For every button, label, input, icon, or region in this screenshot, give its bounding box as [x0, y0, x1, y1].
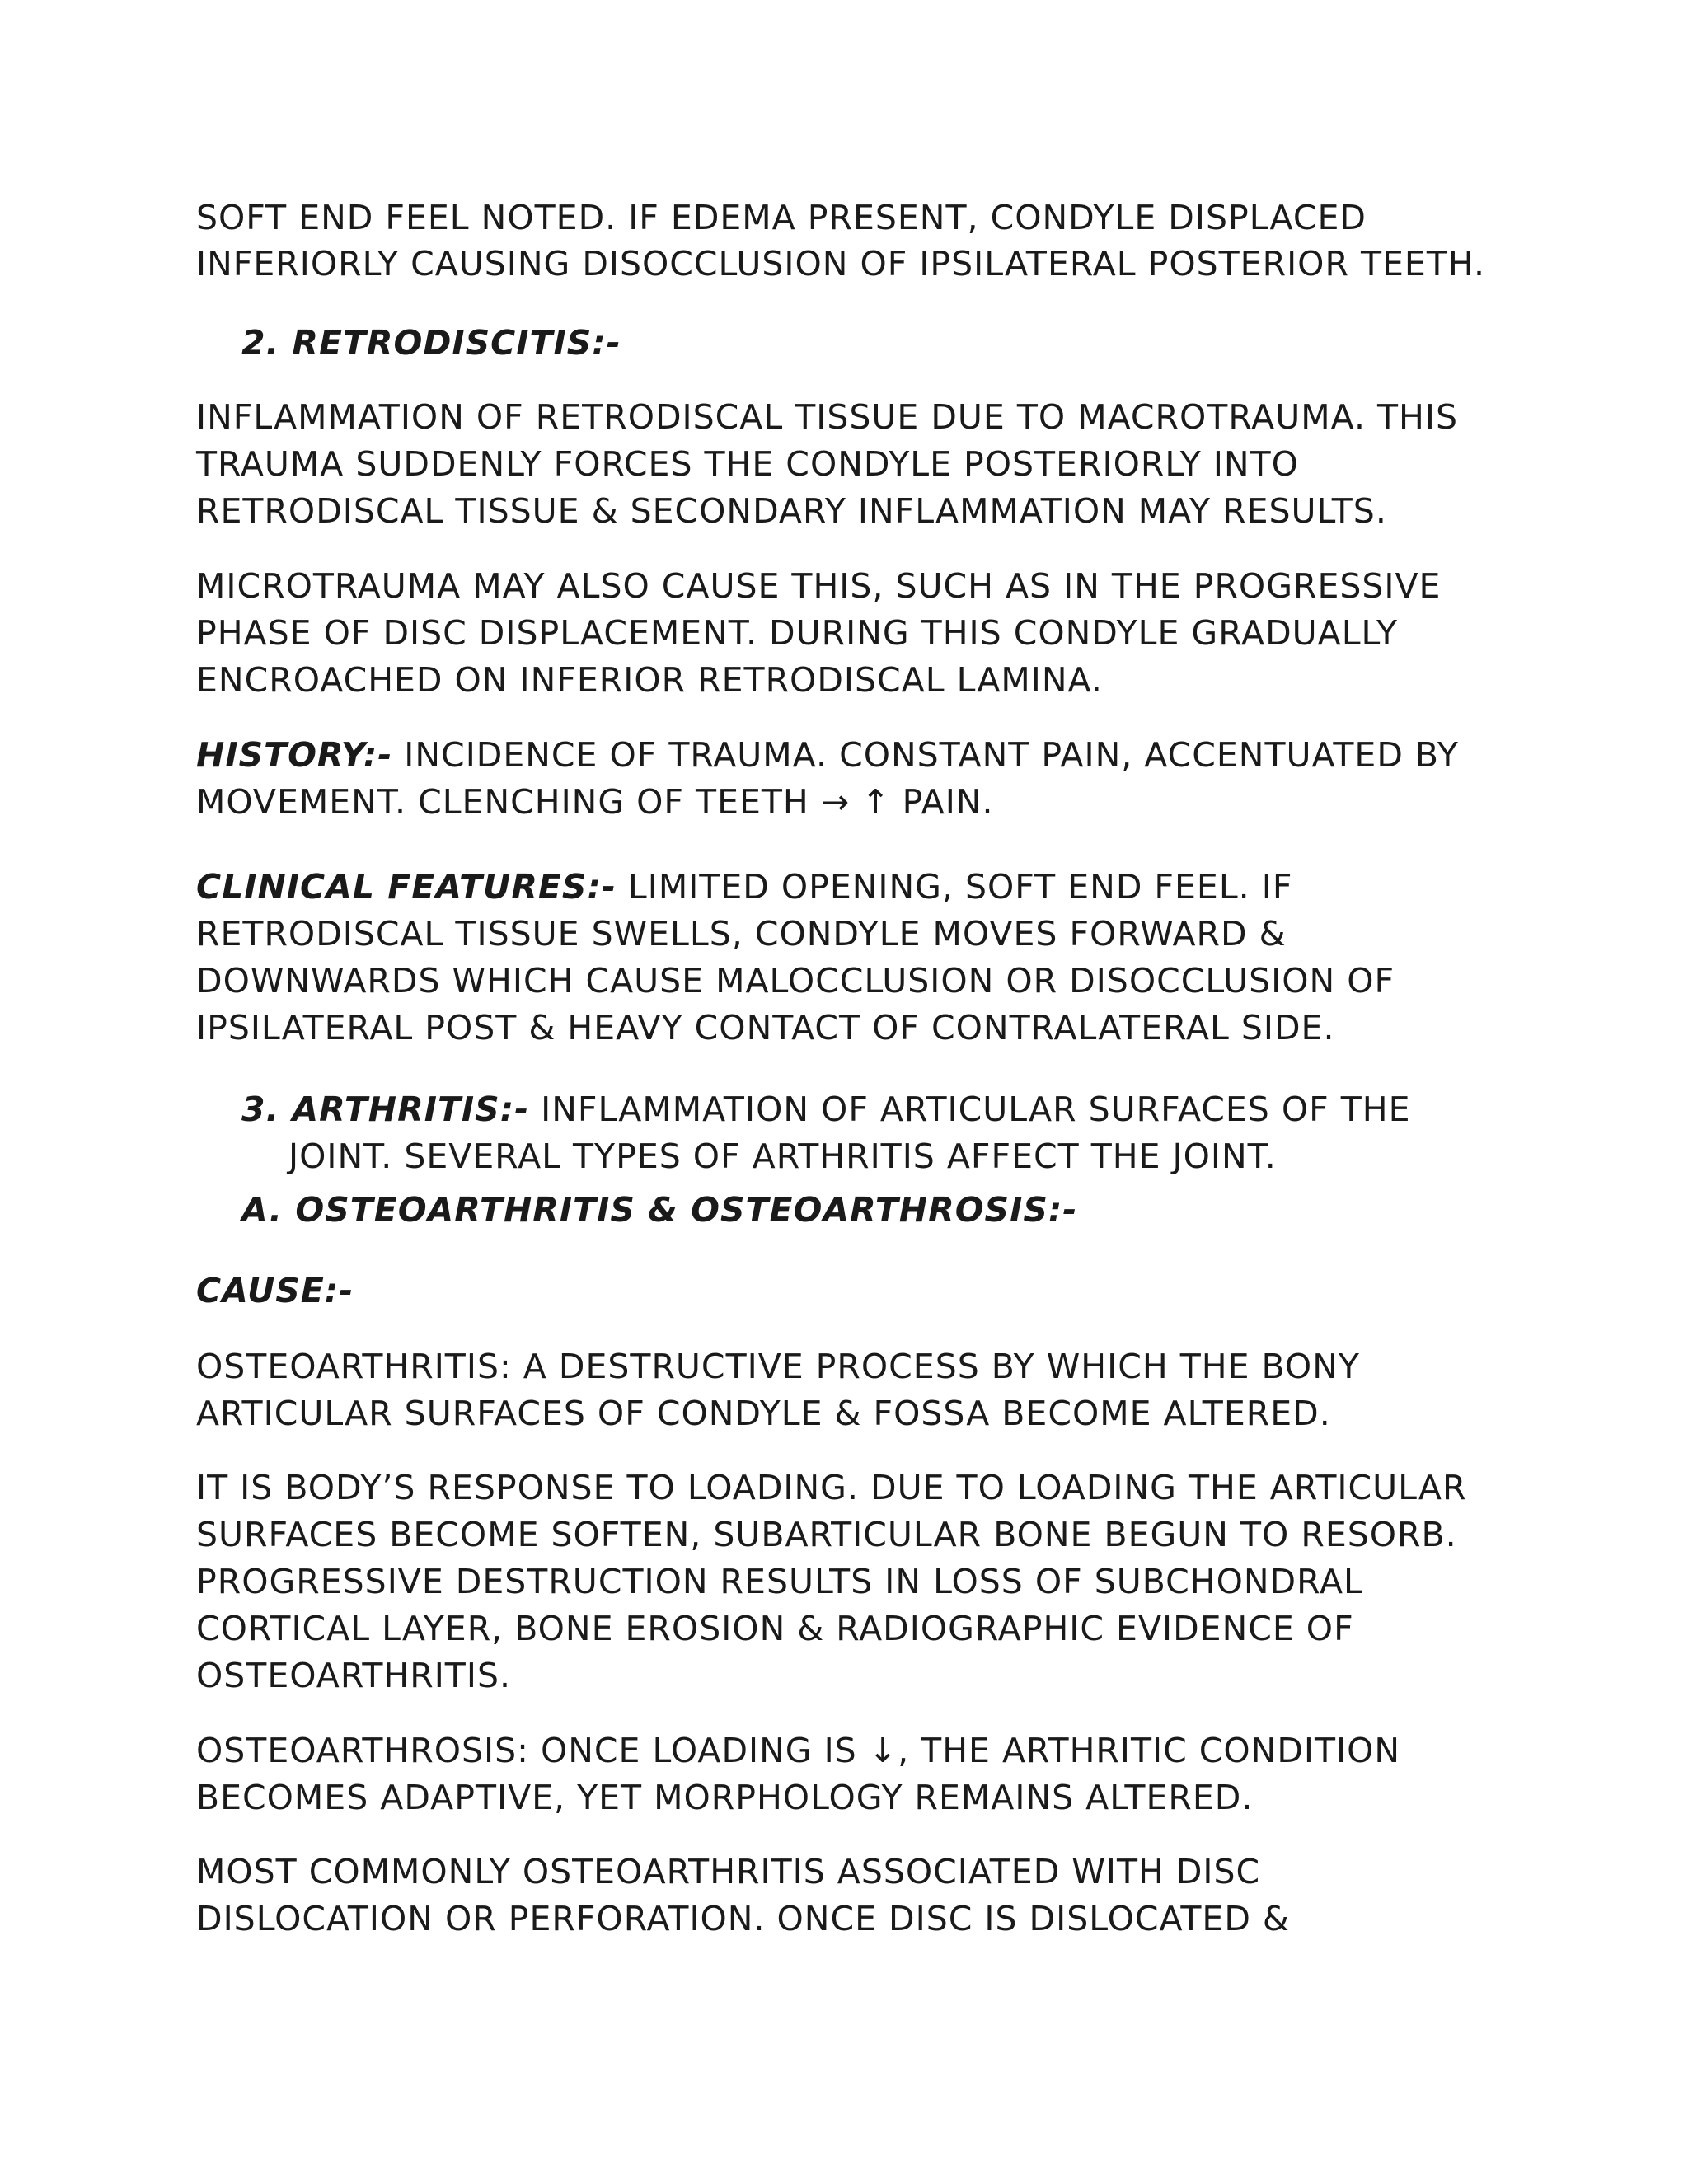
text-line: DOWNWARDS WHICH CAUSE MALOCCLUSION OR DISOCCLUSION OF: [196, 961, 1395, 1001]
arthritis-text: INFLAMMATION OF ARTICULAR SURFACES OF THE: [529, 1090, 1411, 1129]
text-line: IT IS BODY’S RESPONSE TO LOADING. DUE TO LOADING THE ARTICULAR: [196, 1468, 1467, 1507]
text-line: [241, 1086, 1411, 1133]
text-line: SOFT END FEEL NOTED. IF EDEMA PRESENT, CONDYLE DISPLACED: [196, 198, 1367, 237]
cause-heading: CAUSE:-: [196, 1271, 354, 1310]
text-line: INFERIORLY CAUSING DISOCCLUSION OF IPSILATERAL POSTERIOR TEETH.: [196, 244, 1486, 284]
text-line: ENCROACHED ON INFERIOR RETRODISCAL LAMINA.: [196, 660, 1103, 700]
text-line: CORTICAL LAYER, BONE EROSION & RADIOGRAPHIC EVIDENCE OF: [196, 1609, 1354, 1648]
text-line: MICROTRAUMA MAY ALSO CAUSE THIS, SUCH AS IN THE PROGRESSIVE: [196, 566, 1442, 606]
text-line: IPSILATERAL POST & HEAVY CONTACT OF CONTRALATERAL SIDE.: [196, 1008, 1335, 1047]
history-label: HISTORY:-: [196, 735, 393, 775]
text-line: MOVEMENT. CLENCHING OF TEETH → ↑ PAIN.: [196, 782, 994, 822]
text-line: [196, 864, 1292, 911]
subsection-heading-osteoarthritis: A. OSTEOARTHRITIS & OSTEOARTHROSIS:-: [241, 1190, 1078, 1230]
text-line: DISLOCATION OR PERFORATION. ONCE DISC IS DISLOCATED &: [196, 1899, 1290, 1938]
section-heading-retrodiscitis: 2. RETRODISCITIS:-: [241, 323, 621, 363]
text-line: PROGRESSIVE DESTRUCTION RESULTS IN LOSS OF SUBCHONDRAL: [196, 1562, 1363, 1601]
text-line: OSTEOARTHRITIS.: [196, 1656, 511, 1695]
text-line: TRAUMA SUDDENLY FORCES THE CONDYLE POSTERIORLY INTO: [196, 444, 1299, 484]
clinical-features-label: CLINICAL FEATURES:-: [196, 867, 617, 907]
text-line: RETRODISCAL TISSUE & SECONDARY INFLAMMATION MAY RESULTS.: [196, 491, 1387, 531]
text-line: ARTICULAR SURFACES OF CONDYLE & FOSSA BECOME ALTERED.: [196, 1394, 1331, 1433]
text-line: SURFACES BECOME SOFTEN, SUBARTICULAR BONE BEGUN TO RESORB.: [196, 1515, 1457, 1554]
history-text: INCIDENCE OF TRAUMA. CONSTANT PAIN, ACCENTUATED BY: [392, 735, 1459, 775]
text-line: OSTEOARTHRITIS: A DESTRUCTIVE PROCESS BY WHICH THE BONY: [196, 1347, 1360, 1386]
text-line: [196, 732, 1459, 779]
text-line: BECOMES ADAPTIVE, YET MORPHOLOGY REMAINS ALTERED.: [196, 1778, 1254, 1817]
clinical-features-text: LIMITED OPENING, SOFT END FEEL. IF: [616, 867, 1293, 907]
text-line: RETRODISCAL TISSUE SWELLS, CONDYLE MOVES FORWARD &: [196, 914, 1287, 954]
text-line: OSTEOARTHROSIS: ONCE LOADING IS ↓, THE ARTHRITIC CONDITION: [196, 1731, 1401, 1770]
text-line: JOINT. SEVERAL TYPES OF ARTHRITIS AFFECT THE JOINT.: [288, 1137, 1277, 1176]
arthritis-label: 3. ARTHRITIS:-: [241, 1090, 530, 1129]
text-line: MOST COMMONLY OSTEOARTHRITIS ASSOCIATED WITH DISC: [196, 1852, 1261, 1891]
text-line: INFLAMMATION OF RETRODISCAL TISSUE DUE TO MACROTRAUMA. THIS: [196, 397, 1458, 437]
text-line: PHASE OF DISC DISPLACEMENT. DURING THIS CONDYLE GRADUALLY: [196, 613, 1398, 653]
